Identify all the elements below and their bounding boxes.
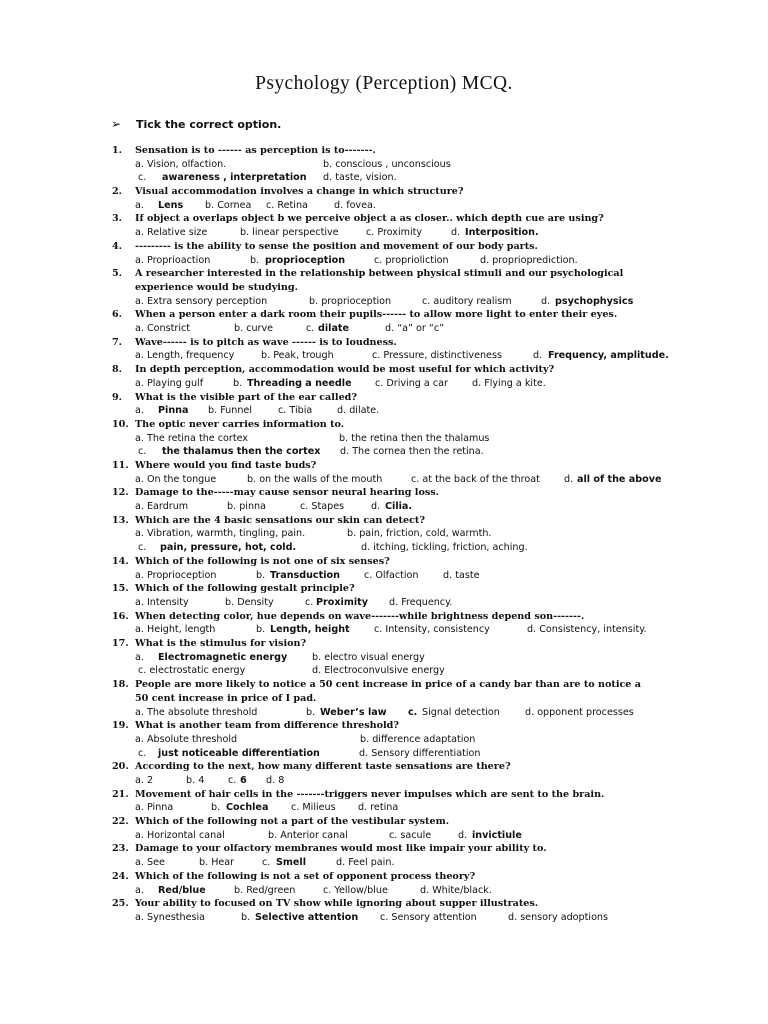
option-row xyxy=(0,527,768,541)
answer-option: b. Funnel xyxy=(208,405,252,417)
answer-option: b. xyxy=(233,377,243,389)
question-stem: According to the next, how many different taste sensations are there? xyxy=(135,761,511,773)
answer-option: a. The retina the cortex xyxy=(135,432,248,444)
answer-option-correct: Pinna xyxy=(158,405,189,417)
question-item xyxy=(0,240,768,267)
option-row xyxy=(0,171,768,185)
question-number: 14. xyxy=(112,555,129,567)
question-number: 21. xyxy=(112,788,129,800)
option-row xyxy=(0,432,768,446)
option-row xyxy=(0,856,768,870)
answer-option: c. xyxy=(305,596,314,608)
question-item xyxy=(0,555,768,582)
question-number: 18. xyxy=(112,679,129,691)
answer-option: a. See xyxy=(135,857,165,869)
answer-option: b. Density xyxy=(225,596,274,608)
option-row xyxy=(0,500,768,514)
question-item xyxy=(0,267,768,308)
answer-option: b. linear perspective xyxy=(240,227,339,239)
question-stem: In depth perception, accommodation would be most useful for which activity? xyxy=(135,364,555,376)
answer-option: b. on the walls of the mouth xyxy=(247,473,383,485)
answer-option-correct: Transduction xyxy=(270,569,340,581)
answer-option: c. Olfaction xyxy=(364,569,419,581)
answer-option: d. dilate. xyxy=(337,405,380,417)
answer-option-correct: 6 xyxy=(240,774,247,786)
answer-option: d. sensory adoptions xyxy=(508,911,609,923)
option-row xyxy=(0,884,768,898)
option-row xyxy=(0,911,768,925)
answer-option: a. Vision, olfaction. xyxy=(135,158,227,170)
question-number: 7. xyxy=(112,336,123,348)
question-number: 19. xyxy=(112,720,129,732)
question-item xyxy=(0,308,768,335)
option-row xyxy=(0,623,768,637)
answer-option-correct: Cilia. xyxy=(385,501,413,513)
question-item xyxy=(0,610,768,637)
option-row xyxy=(0,349,768,363)
answer-option: a. Vibration, warmth, tingling, pain. xyxy=(135,528,306,540)
question-text xyxy=(0,870,768,884)
question-number: 1. xyxy=(112,145,123,156)
answer-option: a. xyxy=(135,651,144,663)
answer-option-correct: proprioception xyxy=(265,254,346,266)
answer-option: c. xyxy=(306,323,315,335)
answer-option: d. The cornea then the retina. xyxy=(340,446,484,458)
answer-option: d. retina xyxy=(358,802,399,814)
answer-option: a. The absolute threshold xyxy=(135,706,258,718)
question-stem: Damage to the-----may cause sensor neural hearing loss. xyxy=(135,487,439,499)
answer-option: c. Milieus xyxy=(291,802,336,814)
question-stem: Which are the 4 basic sensations our skin can detect? xyxy=(135,514,425,526)
answer-option-correct: awareness , interpretation xyxy=(162,172,307,184)
answer-option: b. xyxy=(256,624,266,636)
answer-option: b. 4 xyxy=(186,774,205,786)
answer-option: b. xyxy=(250,254,260,266)
instruction-line xyxy=(111,117,281,131)
question-item xyxy=(0,418,768,459)
answer-option: b. Hear xyxy=(199,857,235,869)
answer-option: d. xyxy=(564,473,574,485)
answer-option-correct: dilate xyxy=(318,323,350,335)
question-item xyxy=(0,842,768,869)
question-number: 6. xyxy=(112,309,123,321)
answer-option: d. xyxy=(541,295,551,307)
answer-option: c. Yellow/blue xyxy=(323,884,388,896)
question-stem: Sensation is to ------ as perception is to-------. xyxy=(135,145,376,156)
question-stem: If object a overlaps object b we perceive object a as closer.. which depth cue are using? xyxy=(135,213,604,225)
answer-option: b. xyxy=(256,569,266,581)
answer-option: b. xyxy=(241,911,251,923)
option-row xyxy=(0,473,768,487)
question-text xyxy=(0,788,768,802)
answer-option: b. Peak, trough xyxy=(261,350,334,362)
option-row xyxy=(0,295,768,309)
answer-option: a. Horizontal canal xyxy=(135,829,225,841)
answer-option-correct: Frequency, amplitude. xyxy=(548,350,669,362)
question-text xyxy=(0,610,768,624)
question-text xyxy=(0,897,768,911)
answer-option: a. xyxy=(135,405,144,417)
answer-option: b. curve xyxy=(234,323,274,335)
question-text xyxy=(0,418,768,432)
option-row xyxy=(0,801,768,815)
question-stem: A researcher interested in the relationship between physical stimuli and our psychological xyxy=(135,268,624,280)
option-row xyxy=(0,377,768,391)
page-title: Psychology (Perception) MCQ. xyxy=(255,73,513,94)
answer-option: a. 2 xyxy=(135,774,154,786)
answer-option: a. Playing gulf xyxy=(135,377,204,389)
answer-option-correct: psychophysics xyxy=(555,295,634,307)
arrow-bullet-icon: ➢ xyxy=(111,117,122,131)
answer-option: c. Stapes xyxy=(300,501,345,513)
question-number: 17. xyxy=(112,638,129,650)
answer-option: b. pain, friction, cold, warmth. xyxy=(347,528,492,540)
question-item xyxy=(0,391,768,418)
answer-option: b. proprioception xyxy=(309,295,392,307)
answer-option: d. xyxy=(451,227,461,239)
answer-option: a. Synesthesia xyxy=(135,911,206,923)
answer-option: c. xyxy=(138,446,147,458)
answer-option-correct: Red/blue xyxy=(158,884,206,896)
question-number: 4. xyxy=(112,240,123,252)
answer-option: b. xyxy=(211,802,221,814)
option-row xyxy=(0,774,768,788)
answer-option: c. Sensory attention xyxy=(380,911,477,923)
question-text xyxy=(0,555,768,569)
option-row xyxy=(0,596,768,610)
option-row xyxy=(0,569,768,583)
question-stem: What is the stimulus for vision? xyxy=(135,638,307,650)
question-stem: experience would be studying. xyxy=(135,281,298,293)
question-item xyxy=(0,336,768,363)
answer-option-correct: invictiule xyxy=(472,829,522,841)
answer-option: b. the retina then the thalamus xyxy=(339,432,490,444)
question-stem: Your ability to focused on TV show while ignoring about supper illustrates. xyxy=(135,898,539,910)
option-row xyxy=(0,733,768,747)
question-item xyxy=(0,212,768,239)
answer-option: d. taste xyxy=(443,569,480,581)
answer-option: d. proprioprediction. xyxy=(480,254,578,266)
question-text xyxy=(0,486,768,500)
option-row xyxy=(0,664,768,678)
question-item xyxy=(0,678,768,719)
answer-option: c. proprioliction xyxy=(374,254,449,266)
question-text-continued xyxy=(0,692,768,706)
question-text xyxy=(0,363,768,377)
question-stem: Wave------ is to pitch as wave ------ is to loudness. xyxy=(135,336,397,348)
answer-option-correct: Proximity xyxy=(316,596,368,608)
question-stem: Movement of hair cells in the -------triggers never impulses which are sent to the brain. xyxy=(135,788,605,800)
question-text xyxy=(0,719,768,733)
question-stem: Which of the following gestalt principle? xyxy=(135,583,355,595)
question-stem: What is another team from difference threshold? xyxy=(135,720,399,732)
answer-option-correct: Interposition. xyxy=(465,227,539,239)
question-item xyxy=(0,760,768,787)
answer-option: c. at the back of the throat xyxy=(411,473,540,485)
answer-option: b. xyxy=(306,706,316,718)
question-text xyxy=(0,308,768,322)
answer-option: d. taste, vision. xyxy=(323,172,397,184)
answer-option: d. Flying a kite. xyxy=(472,377,546,389)
answer-option: b. conscious , unconscious xyxy=(323,158,451,170)
question-text-continued xyxy=(0,281,768,295)
question-stem: The optic never carries information to. xyxy=(135,418,345,430)
question-number: 2. xyxy=(112,186,123,198)
question-item xyxy=(0,514,768,555)
answer-option: c. Driving a car xyxy=(375,377,448,389)
option-row xyxy=(0,651,768,665)
answer-option-correct: Electromagnetic energy xyxy=(158,651,288,663)
answer-option: b. Red/green xyxy=(234,884,296,896)
answer-option-correct: Threading a needle xyxy=(247,377,352,389)
option-row xyxy=(0,541,768,555)
question-stem: Which of the following not a part of the vestibular system. xyxy=(135,816,450,828)
question-stem: People are more likely to notice a 50 cent increase in price of a candy bar than are to notice a xyxy=(135,679,641,691)
question-number: 15. xyxy=(112,583,129,595)
question-number: 16. xyxy=(112,610,129,622)
question-item xyxy=(0,459,768,486)
answer-option: d. 8 xyxy=(266,774,285,786)
answer-option-correct: all of the above xyxy=(577,473,662,485)
question-item xyxy=(0,486,768,513)
question-number: 20. xyxy=(112,761,129,773)
question-text xyxy=(0,459,768,473)
answer-option: d. Feel pain. xyxy=(336,857,395,869)
question-number: 11. xyxy=(112,459,129,471)
question-item xyxy=(0,363,768,390)
question-stem: When detecting color, hue depends on wave-------while brightness depend son-------. xyxy=(135,610,585,622)
answer-option-correct: Cochlea xyxy=(226,802,269,814)
answer-option-correct: Smell xyxy=(276,857,306,869)
answer-option: d. Consistency, intensity. xyxy=(527,624,647,636)
answer-option: d. Sensory differentiation xyxy=(359,747,481,759)
answer-option: a. xyxy=(135,884,144,896)
answer-option: c. auditory realism xyxy=(422,295,512,307)
answer-option: c. Retina xyxy=(266,199,308,211)
answer-option-correct: c. xyxy=(408,706,418,718)
option-row xyxy=(0,829,768,843)
answer-option: c. xyxy=(262,857,271,869)
answer-option: c. electrostatic energy xyxy=(138,665,246,677)
answer-option: d. itching, tickling, friction, aching. xyxy=(361,542,528,554)
question-stem: Which of the following is not one of six senses? xyxy=(135,555,390,567)
answer-option-correct: just noticeable differentiation xyxy=(158,747,320,759)
answer-option: c. Proximity xyxy=(366,227,423,239)
question-item xyxy=(0,185,768,212)
question-stem: 50 cent increase in price of I pad. xyxy=(135,692,317,704)
answer-option: c. xyxy=(228,774,237,786)
answer-option: Signal detection xyxy=(422,706,500,718)
answer-option: a. Proprioaction xyxy=(135,254,211,266)
answer-option: b. electro visual energy xyxy=(312,651,425,663)
answer-option: d. xyxy=(458,829,468,841)
question-text xyxy=(0,212,768,226)
question-number: 25. xyxy=(112,898,129,910)
answer-option: d. “a” or “c” xyxy=(385,323,445,335)
answer-option: a. Absolute threshold xyxy=(135,733,238,745)
answer-option: c. Pressure, distinctiveness xyxy=(372,350,502,362)
question-text xyxy=(0,144,768,158)
question-number: 10. xyxy=(112,418,129,430)
question-item xyxy=(0,582,768,609)
answer-option: b. Cornea xyxy=(205,199,252,211)
answer-option: c. Intensity, consistency xyxy=(374,624,490,636)
question-stem: Where would you find taste buds? xyxy=(135,459,317,471)
answer-option: c. xyxy=(138,542,147,554)
answer-option: c. xyxy=(138,172,147,184)
answer-option: d. Frequency. xyxy=(389,596,453,608)
question-text xyxy=(0,842,768,856)
question-text xyxy=(0,678,768,692)
answer-option-correct: Selective attention xyxy=(255,911,359,923)
answer-option: c. xyxy=(138,747,147,759)
answer-option: b. Anterior canal xyxy=(268,829,348,841)
question-number: 8. xyxy=(112,364,123,376)
answer-option: a. Pinna xyxy=(135,802,174,814)
answer-option: c. sacule xyxy=(389,829,432,841)
question-text xyxy=(0,637,768,651)
answer-option: a. On the tongue xyxy=(135,473,217,485)
instruction-text: Tick the correct option. xyxy=(136,118,282,131)
answer-option: b. difference adaptation xyxy=(360,733,476,745)
answer-option: a. Intensity xyxy=(135,596,189,608)
question-item xyxy=(0,637,768,678)
option-row xyxy=(0,404,768,418)
question-stem: --------- is the ability to sense the position and movement of our body parts. xyxy=(135,240,538,252)
option-row xyxy=(0,254,768,268)
option-row xyxy=(0,199,768,213)
answer-option: c. Tibia xyxy=(278,405,313,417)
question-item xyxy=(0,719,768,760)
option-row xyxy=(0,445,768,459)
answer-option: b. pinna xyxy=(227,501,266,513)
question-number: 22. xyxy=(112,816,129,828)
question-number: 23. xyxy=(112,843,129,855)
question-text xyxy=(0,336,768,350)
answer-option: d. opponent processes xyxy=(525,706,634,718)
option-row xyxy=(0,158,768,172)
answer-option-correct: pain, pressure, hot, cold. xyxy=(160,542,297,554)
answer-option: d. Electroconvulsive energy xyxy=(312,665,445,677)
answer-option-correct: the thalamus then the cortex xyxy=(162,446,321,458)
question-number: 9. xyxy=(112,391,123,403)
answer-option: a. Extra sensory perception xyxy=(135,295,268,307)
answer-option: a. Height, length xyxy=(135,624,216,636)
question-item xyxy=(0,870,768,897)
question-stem: When a person enter a dark room their pupils------ to allow more light to enter their eyes. xyxy=(135,309,618,321)
option-row xyxy=(0,322,768,336)
question-item xyxy=(0,144,768,185)
question-stem: Damage to your olfactory membranes would most like impair your ability to. xyxy=(135,843,547,855)
answer-option: a. Length, frequency xyxy=(135,350,235,362)
question-list xyxy=(0,144,768,925)
question-stem: What is the visible part of the ear called? xyxy=(135,391,357,403)
answer-option-correct: Weber’s law xyxy=(320,706,387,718)
question-number: 3. xyxy=(112,213,123,225)
question-text xyxy=(0,240,768,254)
question-number: 13. xyxy=(112,514,129,526)
question-stem: Visual accommodation involves a change in which structure? xyxy=(135,186,464,198)
question-text xyxy=(0,514,768,528)
answer-option-correct: Length, height xyxy=(270,624,350,636)
question-text xyxy=(0,815,768,829)
answer-option: d. fovea. xyxy=(334,199,376,211)
question-item xyxy=(0,815,768,842)
option-row xyxy=(0,706,768,720)
option-row xyxy=(0,226,768,240)
answer-option: a. Relative size xyxy=(135,227,208,239)
question-number: 12. xyxy=(112,487,129,499)
answer-option: d. xyxy=(533,350,543,362)
question-text xyxy=(0,391,768,405)
question-text xyxy=(0,760,768,774)
question-number: 5. xyxy=(112,268,123,280)
option-row xyxy=(0,747,768,761)
answer-option: d. xyxy=(371,501,381,513)
answer-option: a. xyxy=(135,199,144,211)
question-text xyxy=(0,185,768,199)
question-number: 24. xyxy=(112,870,129,882)
question-item xyxy=(0,788,768,815)
question-stem: Which of the following is not a set of opponent process theory? xyxy=(135,870,476,882)
question-item xyxy=(0,897,768,924)
answer-option: a. Eardrum xyxy=(135,501,189,513)
question-text xyxy=(0,582,768,596)
answer-option-correct: Lens xyxy=(158,199,184,211)
answer-option: d. White/black. xyxy=(420,884,492,896)
answer-option: a. Proprioception xyxy=(135,569,217,581)
answer-option: a. Constrict xyxy=(135,323,191,335)
question-text xyxy=(0,267,768,281)
